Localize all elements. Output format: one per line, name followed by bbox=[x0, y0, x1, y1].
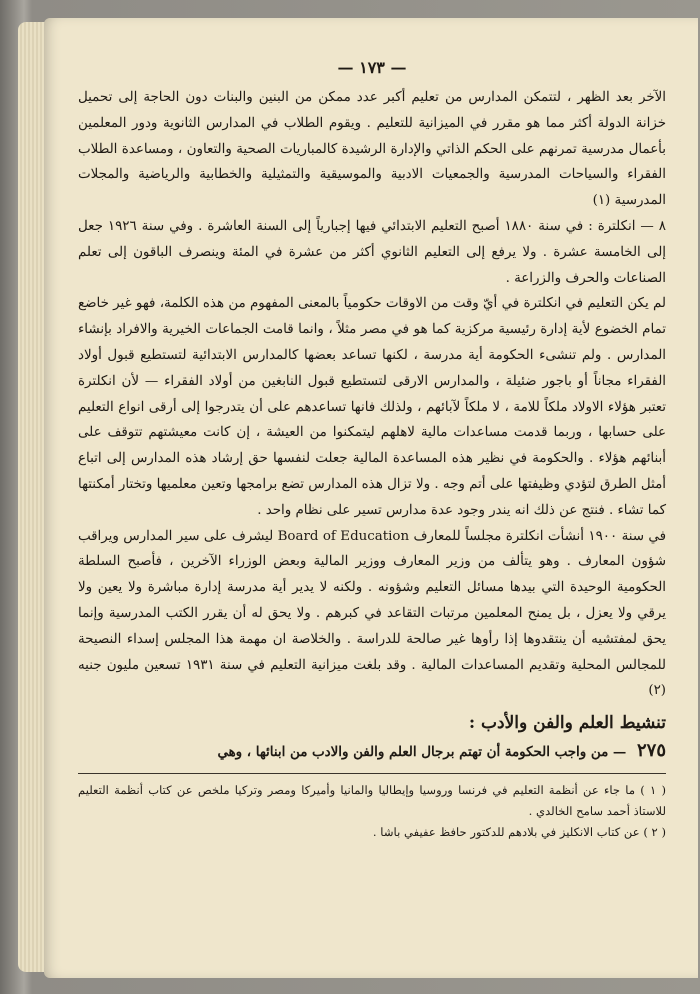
board-text-before: في سنة ١٩٠٠ أنشأت انكلترة مجلساً للمعارف bbox=[413, 528, 666, 544]
section-heading: تنشيط العلم والفن والأدب : bbox=[468, 713, 666, 734]
board-text-after: ليشرف على سير المدارس ويراقب شؤون المعارف . وهو يتألف من وزير المعارف ووزير المالية وبعض الوزراء الآخرين ، فأصبح السلطة الحكومية الوحيدة التي بيدها مسائل التعليم وشؤونه . ولكنه لا يدير أية مدرسة إدارة مباشرة ولا يعين ولا يرقي ولا يعزل ، بل يمنح المعلمين مرتبات التقاعد في كبرهم . ولا يحق له أن يقرر الكتب المدرسية وإنما يحق لمفتشيه أن ينتقدوها إذا رأوها غير صالحة للدراسة . والخلاصة ان مهمة هذا المجلس إسداء النصيحة للمجالس المحلية وتقديم المساعدات المالية . وقد بلغت ميزانية التعليم في سنة ١٩٣١ تسعين مليون جنيه (٢) bbox=[78, 528, 666, 699]
page-number: — ١٧٣ — bbox=[337, 58, 407, 77]
paragraph-1: الآخر بعد الظهر ، لتتمكن المدارس من تعليم أكبر عدد ممكن من البنين والبنات دون الحاجة إلى تحميل خزانة الدولة أكثر مما هو مقرر في الميزانية للتعليم . ويقوم الطلاب في المدارس الثانوية ودور المعلمين بأعمال مدرسية تمرنهم على الحكم الذاتي والإدارة الرشيدة كالمباريات الصحية والتعاون ، ومساعدة الطلاب الفقراء والسياحات المدرسية والجمعيات الادبية والموسيقية والتمثيلية والخطابية والرياضية والمجلات المدرسية (١) bbox=[78, 90, 666, 209]
paragraph-board-of-education bbox=[78, 524, 666, 705]
page-content bbox=[78, 58, 666, 843]
board-english-term: Board of Education bbox=[277, 528, 410, 544]
footnote-divider bbox=[78, 773, 666, 774]
section-275 bbox=[78, 738, 666, 765]
footnote-1: ( ١ ) ما جاء عن أنظمة التعليم في فرنسا وروسيا وإيطاليا والمانيا وأميركا ومصر وتركيا ملخص عن كتاب أنظمة التعليم للاستاذ أحمد سامح الخالدي . bbox=[78, 783, 666, 819]
section-number: ٢٧٥ bbox=[636, 740, 666, 762]
paragraph-3: لم يكن التعليم في انكلترة في أيّ وقت من الاوقات حكومياً بالمعنى المفهوم من هذه الكلمة، فهو غير خاضع تمام الخضوع لأية إدارة رئيسية مركزية كما هو في مصر مثلاً ، وانما قامت الجماعات الخيرية والافراد بإنشاء المدارس . ولم تنشىء الحكومة أية مدرسة ، لكنها تساعد بعضها كالمدارس الابتدائية لتستطيع قبول أولاد الفقراء مجاناً أو باجور ضئيلة ، والمدارس الارقى لتستطيع قبول النابغين من أولاد الفقراء — لأن انكلترة تعتبر هؤلاء الاولاد ملكاً للامة ، لا ملكاً لآبائهم ، ولذلك فانها تساعدهم على أن يتدرجوا إلى أرقى انواع التعليم على حسابها ، وربما قدمت مساعدات مالية لاهلهم ليتمكنوا من العيشة ، إن كانت معيشتهم تتوقف على أبنائهم هؤلاء . والحكومة في نظير هذه المساعدة المالية جعلت لنفسها حق إرشاد هذه المدارس إلى اتباع أمثل الطرق لتؤدي وظيفتها على أتم وجه . ولا تزال هذه المدارس تضع برامجها وتعين معلميها وتختار أمكنتها كما تشاء . فنتج عن ذلك انه يندر وجود عدة مدارس تسير على نظام واحد . bbox=[78, 296, 666, 518]
footnote-2: ( ٢ ) عن كتاب الانكليز في بلادهم للدكتور حافظ عفيفي باشا . bbox=[372, 825, 666, 840]
paragraph-2: ٨ — انكلترة : في سنة ١٨٨٠ أصبح التعليم الابتدائي فيها إجبارياً إلى السنة العاشرة . وفي سنة ١٩٢٦ جعل إلى الخامسة عشرة . ولا يرفع إلى التعليم الثانوي أكثر من عشرة في المئة وينصرف الباقون إلى تعلم الصناعات والحرف والزراعة . bbox=[78, 218, 666, 286]
section-text: — من واجب الحكومة أن تهتم برجال العلم والفن والادب من ابنائها ، وهي bbox=[217, 744, 627, 761]
book-page bbox=[44, 18, 698, 978]
